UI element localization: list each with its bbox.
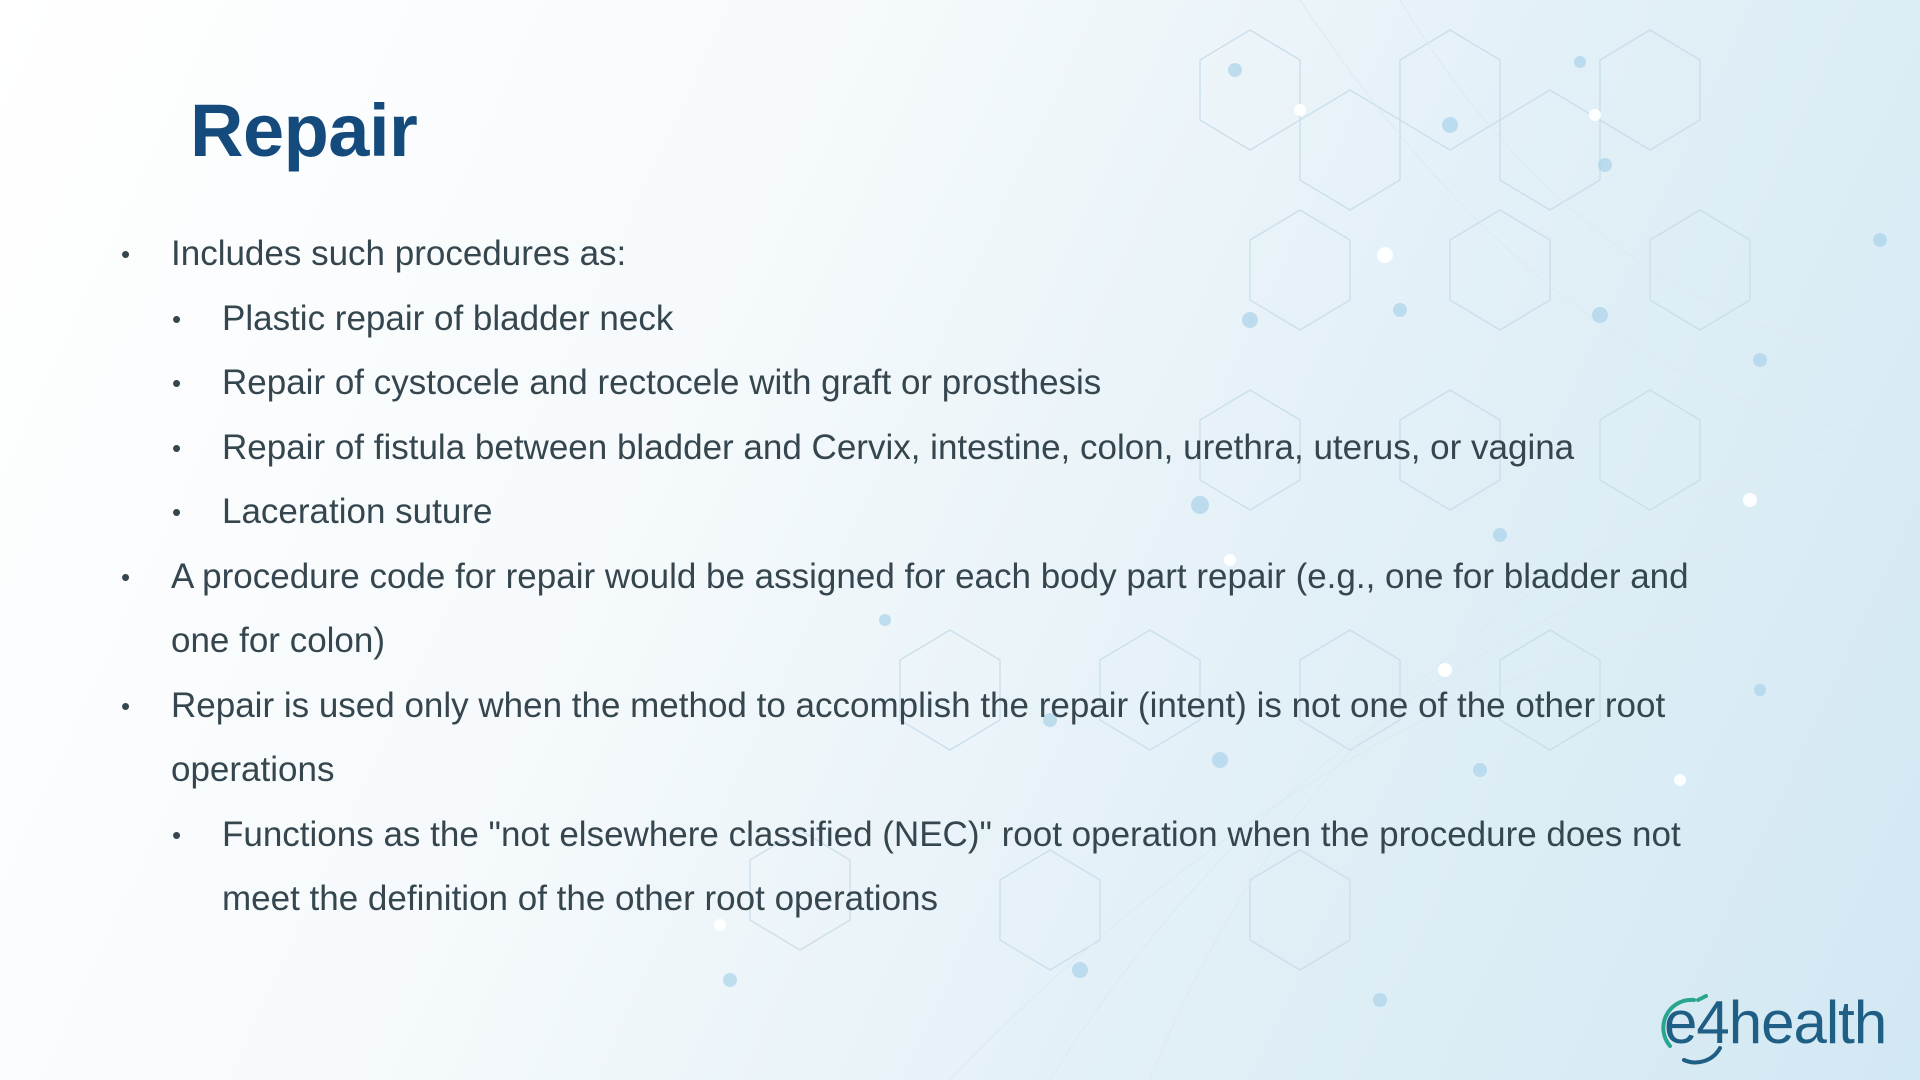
sub-bullet-item — [172, 351, 1700, 416]
bullet-icon: • — [121, 690, 131, 721]
bullet-text: Functions as the "not elsewhere classified (NEC)" root operation when the procedure does not meet the definition of the other root operations — [222, 814, 1681, 918]
bullet-text: Repair is used only when the method to accomplish the repair (intent) is not one of the other root operations — [171, 685, 1666, 789]
bullet-icon: • — [172, 432, 182, 463]
sub-bullet-item — [172, 287, 1700, 352]
e4health-logo — [1654, 986, 1894, 1066]
bullet-list — [0, 222, 1700, 932]
sub-bullet-item — [172, 416, 1700, 481]
bullet-icon: • — [121, 561, 131, 592]
bullet-icon: • — [172, 819, 182, 850]
bullet-icon: • — [121, 239, 131, 269]
bullet-text: Includes such procedures as: — [171, 234, 627, 273]
bullet-item — [121, 545, 1700, 674]
slide-title: Repair — [190, 89, 418, 172]
bullet-text: Repair of fistula between bladder and Cervix, intestine, colon, urethra, uterus, or vagina — [222, 427, 1575, 467]
bullet-icon: • — [172, 303, 182, 334]
bullet-text: Repair of cystocele and rectocele with graft or prosthesis — [222, 363, 1102, 402]
logo-text: e4health — [1664, 989, 1887, 1056]
bullet-text: Plastic repair of bladder neck — [222, 298, 674, 338]
bullet-item — [121, 674, 1700, 803]
bullet-item — [121, 222, 1700, 287]
bullet-text: A procedure code for repair would be assigned for each body part repair (e.g., one for bladder and one for colon) — [171, 556, 1689, 660]
bullet-icon: • — [172, 368, 182, 398]
bullet-icon: • — [172, 497, 182, 527]
sub-bullet-item — [172, 803, 1700, 932]
sub-bullet-item — [172, 480, 1700, 545]
bullet-text: Laceration suture — [222, 492, 493, 531]
